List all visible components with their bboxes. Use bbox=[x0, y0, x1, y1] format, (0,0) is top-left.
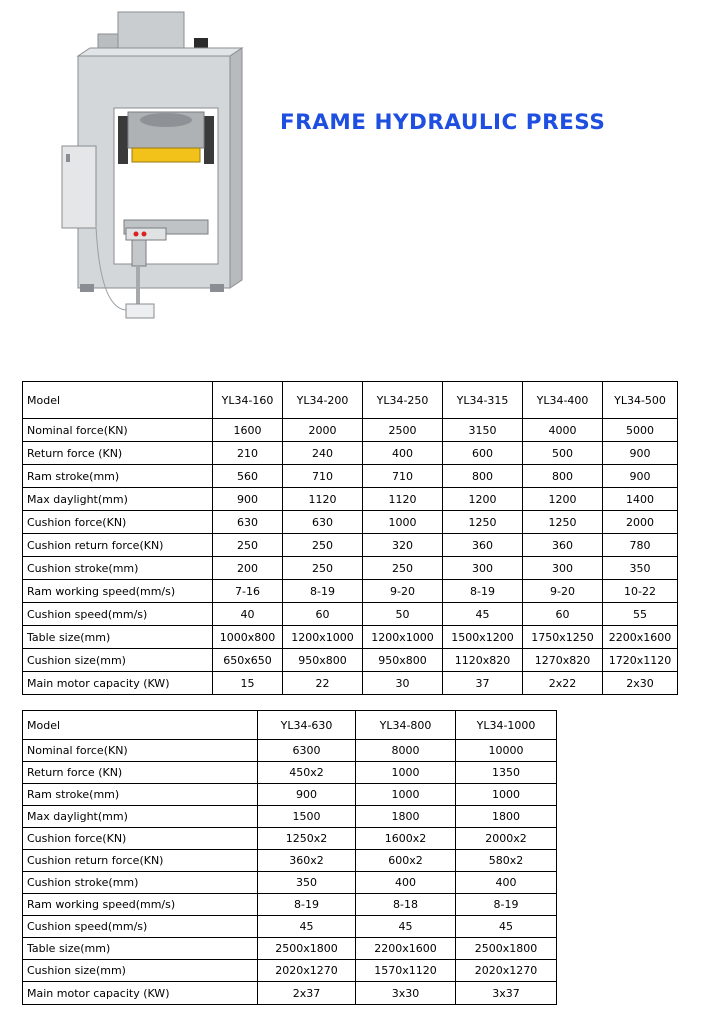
value-cell: 8-19 bbox=[283, 580, 363, 603]
value-cell: 1250x2 bbox=[258, 828, 356, 850]
spec-table-2 bbox=[22, 710, 557, 1005]
hydraulic-press-image bbox=[60, 8, 260, 328]
value-cell: 9-20 bbox=[523, 580, 603, 603]
table-row bbox=[23, 784, 557, 806]
value-cell: 350 bbox=[603, 557, 678, 580]
value-cell: 1400 bbox=[603, 488, 678, 511]
table-row bbox=[23, 894, 557, 916]
value-cell: 800 bbox=[443, 465, 523, 488]
parameter-label: Ram working speed(mm/s) bbox=[23, 580, 213, 603]
table-row bbox=[23, 806, 557, 828]
value-cell: 400 bbox=[356, 872, 456, 894]
table-header-row bbox=[23, 382, 678, 419]
value-cell: 1750x1250 bbox=[523, 626, 603, 649]
value-cell: 9-20 bbox=[363, 580, 443, 603]
table-row bbox=[23, 960, 557, 982]
table-row bbox=[23, 872, 557, 894]
value-cell: 8-18 bbox=[356, 894, 456, 916]
value-cell: 2500x1800 bbox=[258, 938, 356, 960]
value-cell: 1600x2 bbox=[356, 828, 456, 850]
page-title: FRAME HYDRAULIC PRESS bbox=[280, 110, 606, 135]
value-cell: 710 bbox=[363, 465, 443, 488]
value-cell: 5000 bbox=[603, 419, 678, 442]
value-cell: 2x30 bbox=[603, 672, 678, 695]
model-header-cell: YL34-800 bbox=[356, 711, 456, 740]
value-cell: 37 bbox=[443, 672, 523, 695]
value-cell: 780 bbox=[603, 534, 678, 557]
value-cell: 2200x1600 bbox=[356, 938, 456, 960]
value-cell: 45 bbox=[356, 916, 456, 938]
parameter-label: Cushion return force(KN) bbox=[23, 850, 258, 872]
value-cell: 900 bbox=[213, 488, 283, 511]
header-label: Model bbox=[23, 711, 258, 740]
value-cell: 2200x1600 bbox=[603, 626, 678, 649]
value-cell: 55 bbox=[603, 603, 678, 626]
value-cell: 10-22 bbox=[603, 580, 678, 603]
value-cell: 1250 bbox=[443, 511, 523, 534]
value-cell: 250 bbox=[363, 557, 443, 580]
parameter-label: Max daylight(mm) bbox=[23, 488, 213, 511]
model-header-cell: YL34-200 bbox=[283, 382, 363, 419]
value-cell: 2000x2 bbox=[456, 828, 557, 850]
value-cell: 360 bbox=[443, 534, 523, 557]
model-header-cell: YL34-250 bbox=[363, 382, 443, 419]
value-cell: 1800 bbox=[356, 806, 456, 828]
table-row bbox=[23, 916, 557, 938]
value-cell: 8-19 bbox=[443, 580, 523, 603]
value-cell: 950x800 bbox=[363, 649, 443, 672]
table-row bbox=[23, 580, 678, 603]
table-row bbox=[23, 626, 678, 649]
table-row bbox=[23, 850, 557, 872]
value-cell: 45 bbox=[456, 916, 557, 938]
value-cell: 1200 bbox=[523, 488, 603, 511]
value-cell: 2500x1800 bbox=[456, 938, 557, 960]
value-cell: 1200x1000 bbox=[363, 626, 443, 649]
parameter-label: Nominal force(KN) bbox=[23, 419, 213, 442]
value-cell: 950x800 bbox=[283, 649, 363, 672]
value-cell: 3x30 bbox=[356, 982, 456, 1005]
value-cell: 45 bbox=[443, 603, 523, 626]
value-cell: 2020x1270 bbox=[456, 960, 557, 982]
table-row bbox=[23, 465, 678, 488]
value-cell: 1000x800 bbox=[213, 626, 283, 649]
table-row bbox=[23, 828, 557, 850]
parameter-label: Cushion size(mm) bbox=[23, 960, 258, 982]
value-cell: 1800 bbox=[456, 806, 557, 828]
value-cell: 45 bbox=[258, 916, 356, 938]
value-cell: 3x37 bbox=[456, 982, 557, 1005]
parameter-label: Cushion return force(KN) bbox=[23, 534, 213, 557]
table-row bbox=[23, 419, 678, 442]
table-header-row bbox=[23, 711, 557, 740]
value-cell: 710 bbox=[283, 465, 363, 488]
value-cell: 400 bbox=[456, 872, 557, 894]
value-cell: 1120x820 bbox=[443, 649, 523, 672]
value-cell: 8-19 bbox=[456, 894, 557, 916]
parameter-label: Max daylight(mm) bbox=[23, 806, 258, 828]
model-header-cell: YL34-500 bbox=[603, 382, 678, 419]
parameter-label: Cushion stroke(mm) bbox=[23, 872, 258, 894]
table-row bbox=[23, 740, 557, 762]
value-cell: 50 bbox=[363, 603, 443, 626]
value-cell: 8-19 bbox=[258, 894, 356, 916]
table-row bbox=[23, 534, 678, 557]
value-cell: 40 bbox=[213, 603, 283, 626]
value-cell: 650x650 bbox=[213, 649, 283, 672]
value-cell: 560 bbox=[213, 465, 283, 488]
value-cell: 2x37 bbox=[258, 982, 356, 1005]
value-cell: 240 bbox=[283, 442, 363, 465]
model-header-cell: YL34-1000 bbox=[456, 711, 557, 740]
value-cell: 1200x1000 bbox=[283, 626, 363, 649]
value-cell: 1000 bbox=[356, 762, 456, 784]
value-cell: 2000 bbox=[603, 511, 678, 534]
value-cell: 15 bbox=[213, 672, 283, 695]
value-cell: 1270x820 bbox=[523, 649, 603, 672]
value-cell: 580x2 bbox=[456, 850, 557, 872]
value-cell: 360x2 bbox=[258, 850, 356, 872]
value-cell: 1000 bbox=[363, 511, 443, 534]
table-row bbox=[23, 603, 678, 626]
parameter-label: Cushion force(KN) bbox=[23, 828, 258, 850]
value-cell: 7-16 bbox=[213, 580, 283, 603]
table-row bbox=[23, 511, 678, 534]
value-cell: 4000 bbox=[523, 419, 603, 442]
value-cell: 400 bbox=[363, 442, 443, 465]
parameter-label: Ram stroke(mm) bbox=[23, 465, 213, 488]
value-cell: 2500 bbox=[363, 419, 443, 442]
parameter-label: Main motor capacity (KW) bbox=[23, 982, 258, 1005]
value-cell: 300 bbox=[523, 557, 603, 580]
value-cell: 360 bbox=[523, 534, 603, 557]
value-cell: 10000 bbox=[456, 740, 557, 762]
value-cell: 800 bbox=[523, 465, 603, 488]
value-cell: 6300 bbox=[258, 740, 356, 762]
table-row bbox=[23, 649, 678, 672]
value-cell: 630 bbox=[213, 511, 283, 534]
value-cell: 1720x1120 bbox=[603, 649, 678, 672]
model-header-cell: YL34-630 bbox=[258, 711, 356, 740]
value-cell: 2000 bbox=[283, 419, 363, 442]
value-cell: 500 bbox=[523, 442, 603, 465]
table-row bbox=[23, 762, 557, 784]
value-cell: 250 bbox=[283, 534, 363, 557]
parameter-label: Table size(mm) bbox=[23, 938, 258, 960]
value-cell: 250 bbox=[213, 534, 283, 557]
header-label: Model bbox=[23, 382, 213, 419]
value-cell: 900 bbox=[603, 442, 678, 465]
table-row bbox=[23, 938, 557, 960]
value-cell: 600x2 bbox=[356, 850, 456, 872]
parameter-label: Cushion size(mm) bbox=[23, 649, 213, 672]
value-cell: 60 bbox=[523, 603, 603, 626]
value-cell: 350 bbox=[258, 872, 356, 894]
parameter-label: Ram stroke(mm) bbox=[23, 784, 258, 806]
parameter-label: Ram working speed(mm/s) bbox=[23, 894, 258, 916]
parameter-label: Cushion speed(mm/s) bbox=[23, 603, 213, 626]
value-cell: 22 bbox=[283, 672, 363, 695]
value-cell: 320 bbox=[363, 534, 443, 557]
value-cell: 900 bbox=[603, 465, 678, 488]
table-row bbox=[23, 672, 678, 695]
table-row bbox=[23, 488, 678, 511]
table-row bbox=[23, 557, 678, 580]
value-cell: 450x2 bbox=[258, 762, 356, 784]
value-cell: 30 bbox=[363, 672, 443, 695]
value-cell: 600 bbox=[443, 442, 523, 465]
parameter-label: Return force (KN) bbox=[23, 442, 213, 465]
parameter-label: Return force (KN) bbox=[23, 762, 258, 784]
value-cell: 900 bbox=[258, 784, 356, 806]
value-cell: 1350 bbox=[456, 762, 557, 784]
value-cell: 250 bbox=[283, 557, 363, 580]
parameter-label: Cushion speed(mm/s) bbox=[23, 916, 258, 938]
value-cell: 1250 bbox=[523, 511, 603, 534]
value-cell: 2020x1270 bbox=[258, 960, 356, 982]
value-cell: 1500 bbox=[258, 806, 356, 828]
spec-table-1 bbox=[22, 381, 678, 695]
value-cell: 1000 bbox=[356, 784, 456, 806]
value-cell: 1570x1120 bbox=[356, 960, 456, 982]
parameter-label: Main motor capacity (KW) bbox=[23, 672, 213, 695]
value-cell: 1600 bbox=[213, 419, 283, 442]
value-cell: 1120 bbox=[283, 488, 363, 511]
model-header-cell: YL34-160 bbox=[213, 382, 283, 419]
value-cell: 210 bbox=[213, 442, 283, 465]
parameter-label: Cushion stroke(mm) bbox=[23, 557, 213, 580]
value-cell: 300 bbox=[443, 557, 523, 580]
value-cell: 2x22 bbox=[523, 672, 603, 695]
table-row bbox=[23, 442, 678, 465]
value-cell: 630 bbox=[283, 511, 363, 534]
value-cell: 1000 bbox=[456, 784, 557, 806]
parameter-label: Nominal force(KN) bbox=[23, 740, 258, 762]
parameter-label: Table size(mm) bbox=[23, 626, 213, 649]
model-header-cell: YL34-315 bbox=[443, 382, 523, 419]
value-cell: 3150 bbox=[443, 419, 523, 442]
value-cell: 1200 bbox=[443, 488, 523, 511]
value-cell: 1120 bbox=[363, 488, 443, 511]
model-header-cell: YL34-400 bbox=[523, 382, 603, 419]
value-cell: 1500x1200 bbox=[443, 626, 523, 649]
value-cell: 60 bbox=[283, 603, 363, 626]
value-cell: 8000 bbox=[356, 740, 456, 762]
value-cell: 200 bbox=[213, 557, 283, 580]
parameter-label: Cushion force(KN) bbox=[23, 511, 213, 534]
table-row bbox=[23, 982, 557, 1005]
